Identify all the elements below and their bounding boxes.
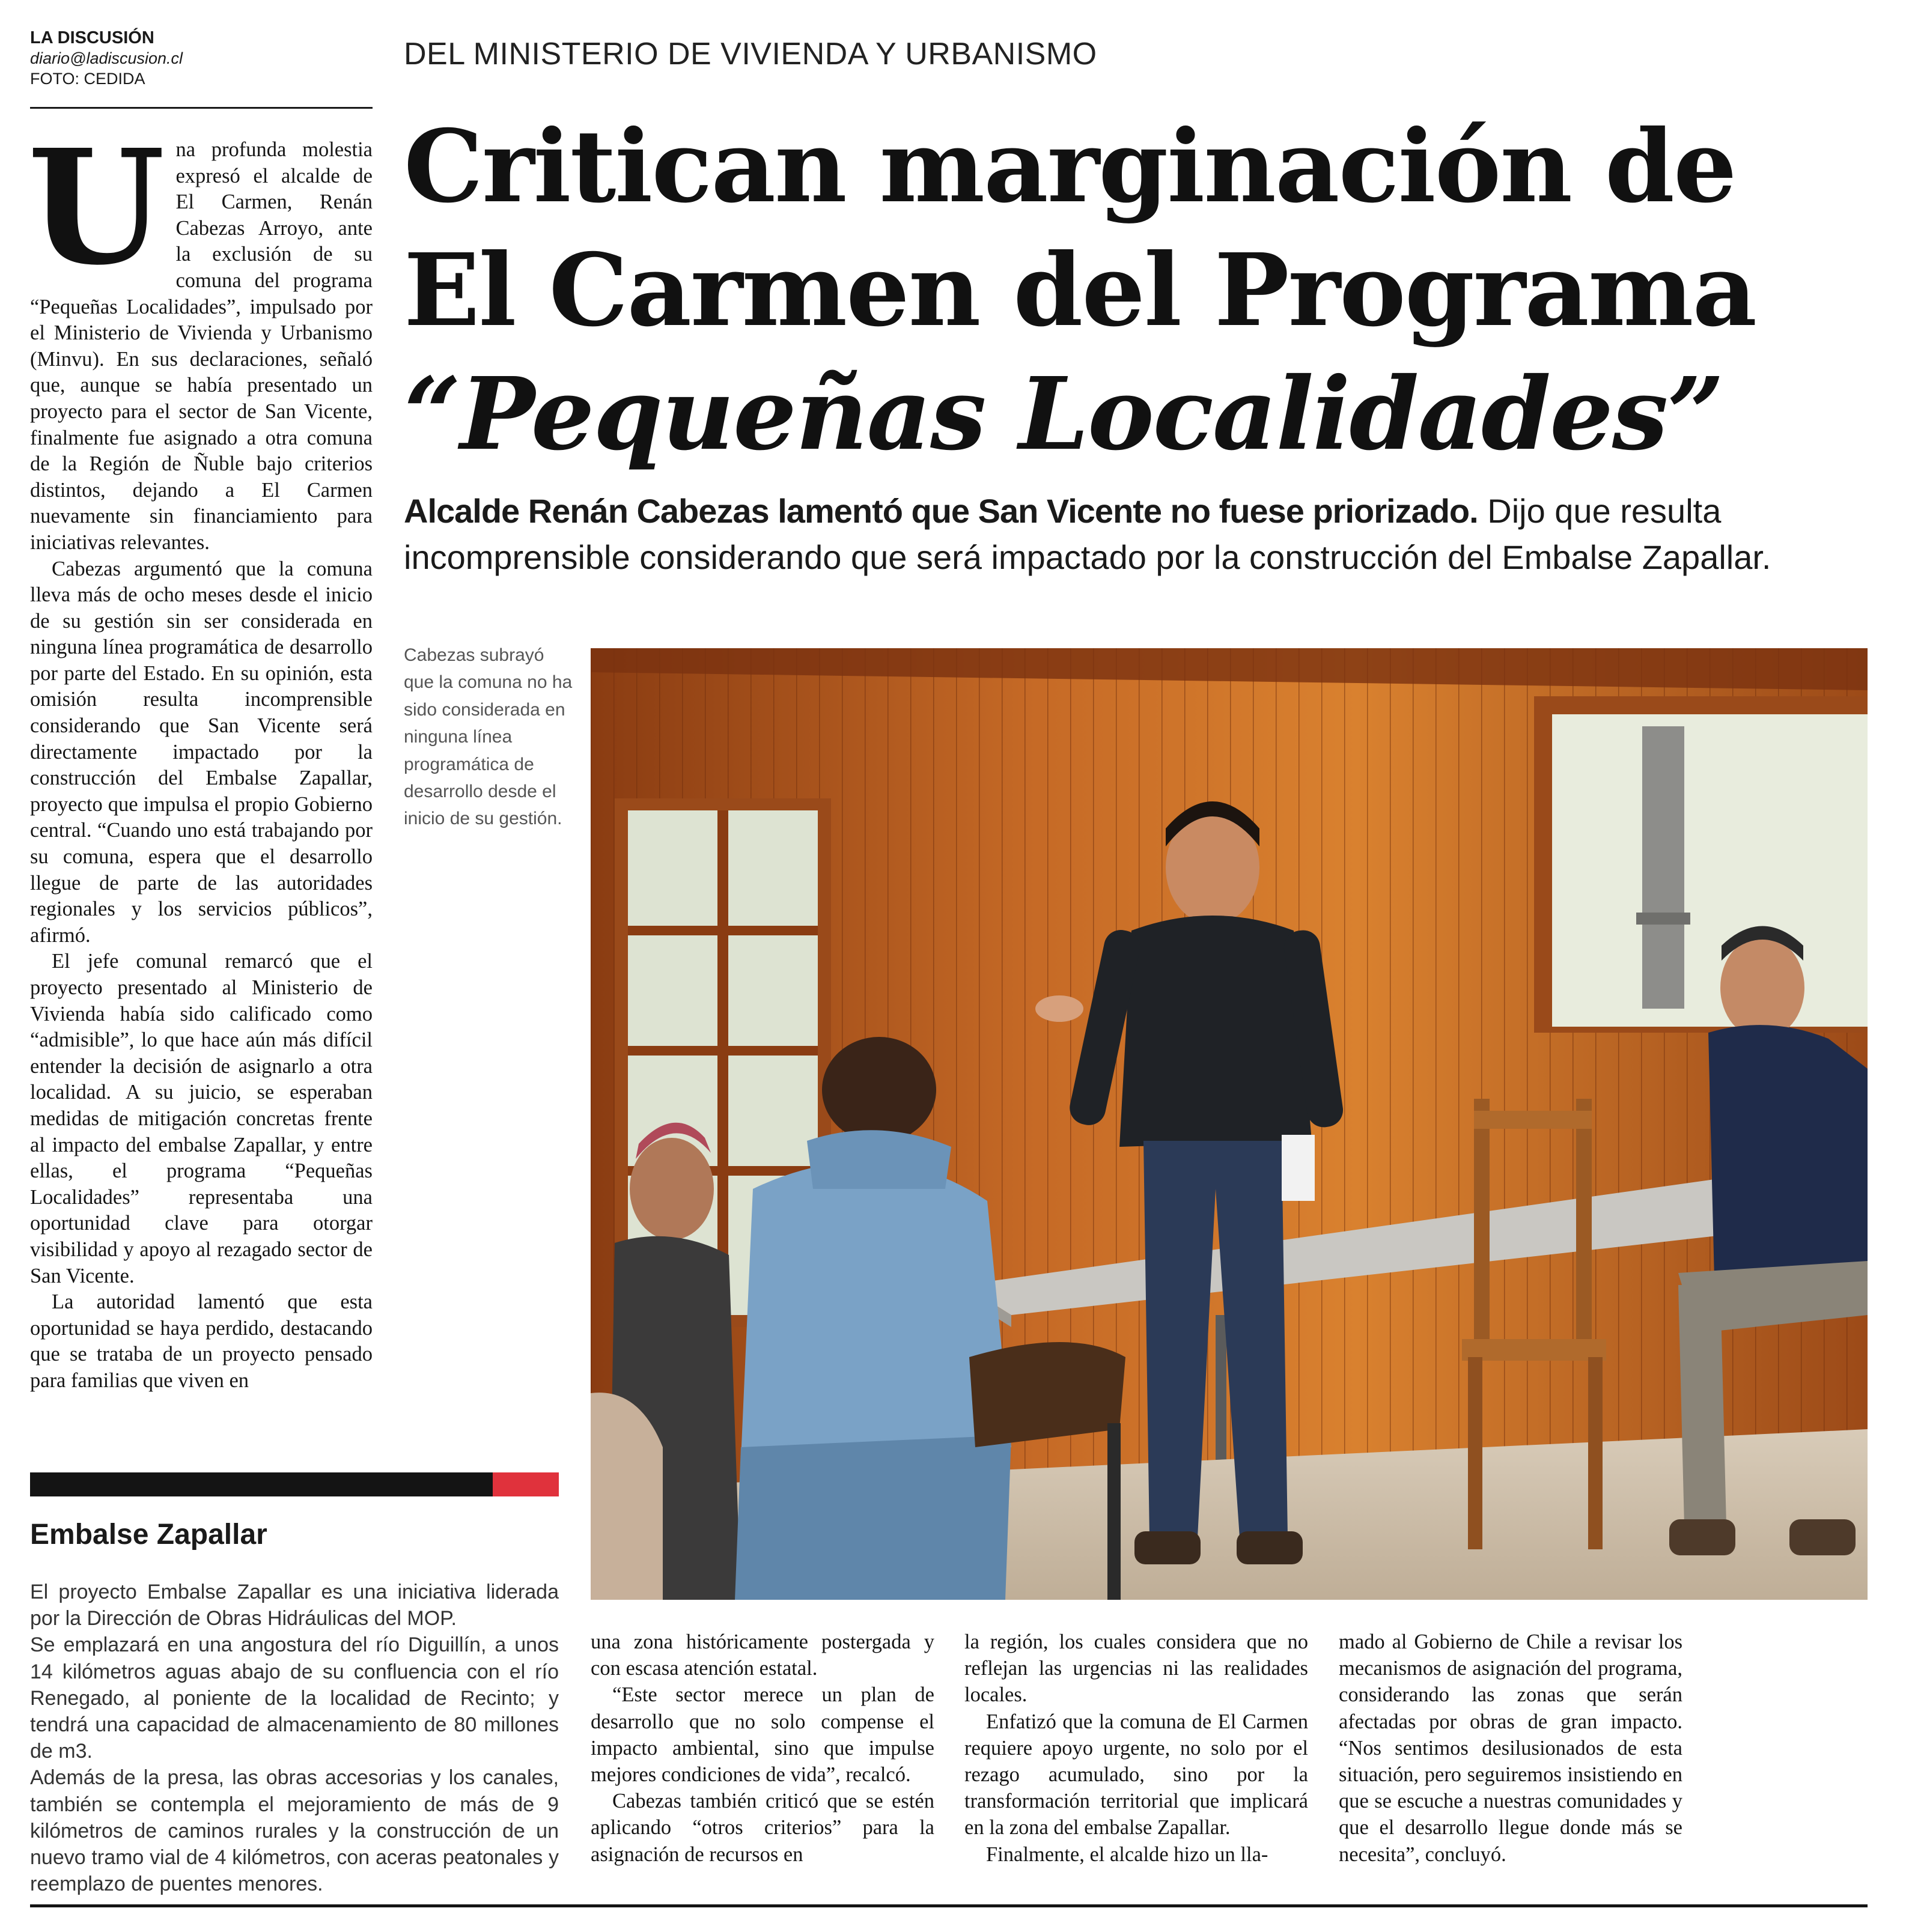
article-column-left: [28, 115, 373, 1394]
article-column-b: [964, 1629, 1308, 1868]
col-b-paragraph-3: Finalmente, el alcalde hizo un lla-: [986, 1842, 1268, 1866]
deck: [404, 488, 1870, 580]
byline: [30, 28, 373, 89]
headline-line-3: “Pequeñas Localidades”: [404, 356, 1723, 473]
outlet-name: LA DISCUSIÓN: [30, 28, 154, 47]
author-email[interactable]: diario@ladiscusion.cl: [30, 49, 183, 67]
headline-line-2: El Carmen del Programa: [404, 232, 1756, 349]
photo-credit: FOTO: CEDIDA: [30, 70, 145, 88]
col-a-paragraph-3: Cabezas también criticó que se estén aplicando “otros criterios” para la asignación de recursos en: [591, 1790, 934, 1866]
sidebar-accent-bar: [493, 1472, 559, 1496]
section-kicker: DEL MINISTERIO DE VIVIENDA Y URBANISMO: [404, 37, 1097, 71]
col-a-continuation: una zona históricamente postergada y con escasa atención estatal.: [591, 1630, 934, 1680]
photo-illustration: [591, 648, 1868, 1600]
deck-lead: Alcalde Renán Cabezas lamentó que San Vicente no fuese priorizado.: [404, 492, 1478, 530]
sidebar-top-bar: [30, 1472, 493, 1496]
col-b-continuation: la región, los cuales considera que no reflejan las urgencias ni las realidades locales.: [964, 1630, 1308, 1707]
col-a-paragraph-2: “Este sector merece un plan de desarrollo que no solo compense el impacto ambiental, sino que impulse mejores condiciones de vida”, recalcó.: [591, 1683, 934, 1787]
deck-rest: Dijo que resulta incomprensible considerando que será impactado por la construcción del Embalse Zapallar.: [404, 492, 1771, 576]
drop-cap: U: [28, 115, 165, 300]
article-paragraph-1: na profunda molestia expresó el alcalde de El Carmen, Renán Cabezas Arroyo, ante la exclusión de su comuna del programa “Pequeñas Localidades”, impulsado por el Ministerio de Vivienda y Urbanismo (Minvu). En sus declaraciones, señaló que, aunque se había presentado un proyecto para el sector de San Vicente, finalmente fue asignado a otra comuna de la Región de Ñuble bajo criterios distintos, dejando a El Carmen nuevamente sin financiamiento para iniciativas relevantes.: [30, 138, 373, 554]
sidebar-paragraph-2: Se emplazará en una angostura del río Diguillín, a unos 14 kilómetros aguas abajo de su confluencia con el río Renegado, al poniente de la localidad de Recinto; y tendrá una capacidad de almacenamiento de 80 millones de m3.: [30, 1633, 559, 1763]
col-b-paragraph-2: Enfatizó que la comuna de El Carmen requiere apoyo urgente, no solo por el rezago acumulado, sino por la transformación territorial que implicará en la zona del embalse Zapallar.: [964, 1710, 1308, 1839]
headline: [404, 105, 1870, 476]
article-column-c: [1339, 1629, 1682, 1868]
col-c-continuation: mado al Gobierno de Chile a revisar los mecanismos de asignación del programa, considerando las zonas que serán afectadas por obras de gran impacto. “Nos sentimos desilusionados de esta situación, pero seguiremos insistiendo en que se escuche a nuestras comunidades y que el desarrollo llegue donde más se necesita”, concluyó.: [1339, 1630, 1682, 1866]
sidebar-body: [30, 1579, 559, 1897]
byline-divider: [30, 107, 373, 109]
photo-caption: Cabezas subrayó que la comuna no ha sido considerada en ninguna línea programática de desarrollo desde el inicio de su gestión.: [404, 645, 573, 829]
page-bottom-rule: [30, 1904, 1868, 1907]
headline-line-1: Critican marginación de: [404, 108, 1736, 225]
article-column-a: [591, 1629, 934, 1868]
article-paragraph-4: La autoridad lamentó que esta oportunidad se haya perdido, destacando que se trataba de un proyecto pensado para familias que viven en: [30, 1290, 373, 1392]
article-paragraph-3: El jefe comunal remarcó que el proyecto presentado al Ministerio de Vivienda había sido calificado como “admisible”, lo que hace aún más difícil entender la decisión de asignarlo a otra localidad. A su juicio, se esperaban medidas de mitigación concretas frente al impacto del embalse Zapallar, y entre ellas, el programa “Pequeñas Localidades” representaba una oportunidad clave para otorgar visibilidad y apoyo al rezagado sector de San Vicente.: [30, 950, 373, 1287]
sidebar-title: Embalse Zapallar: [30, 1519, 267, 1551]
sidebar-paragraph-3: Además de la presa, las obras accesorias y los canales, también se contempla el mejoramiento de más de 9 kilómetros de caminos rurales y la construcción de un nuevo tramo vial de 4 kilómetros, con aceras peatonales y reemplazo de puentes menores.: [30, 1766, 559, 1896]
article-paragraph-2: Cabezas argumentó que la comuna lleva más de ocho meses desde el inicio de su gestión sin ser considerada en ninguna línea programática de desarrollo por parte del Estado. En su opinión, esta omisión resulta incomprensible considerando que San Vicente será directamente impactado por la construcción del Embalse Zapallar, proyecto que impulsa el propio Gobierno central. “Cuando uno está trabajando por su comuna, espera que el desarrollo llegue de parte de las autoridades regionales y los servicios públicos”, afirmó.: [30, 557, 373, 947]
article-photo: [591, 648, 1868, 1600]
sidebar-paragraph-1: El proyecto Embalse Zapallar es una iniciativa liderada por la Dirección de Obras Hidráulicas del MOP.: [30, 1581, 559, 1630]
